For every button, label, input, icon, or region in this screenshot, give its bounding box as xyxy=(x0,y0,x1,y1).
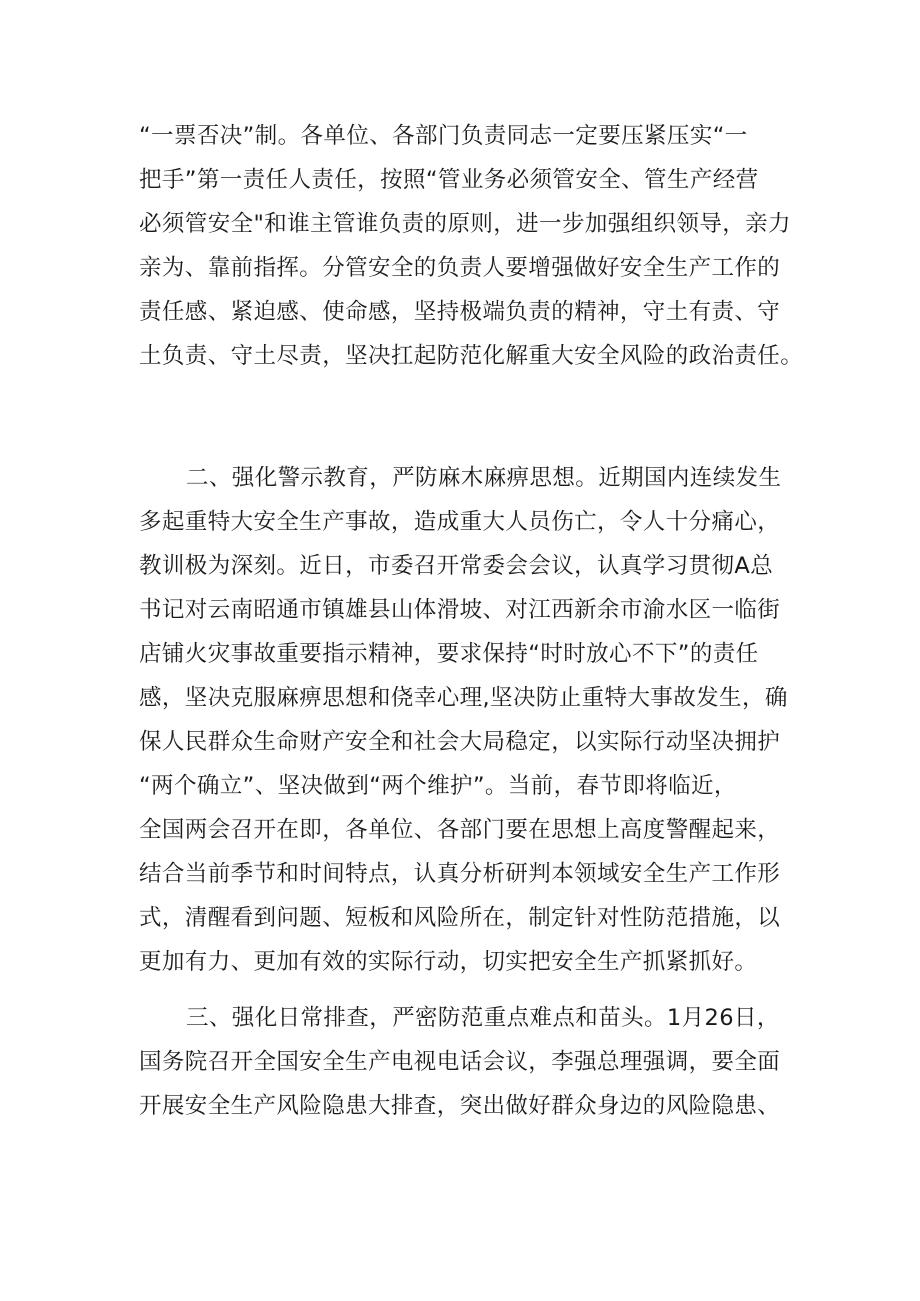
paragraph-1-line-1: “一票否决”制。各单位、各部门负责同志一定要压紧压实“一 xyxy=(139,123,748,149)
paragraph-2-line-1: 二、强化警示教育，严防麻木麻痹思想。近期国内连续发生 xyxy=(186,465,782,491)
paragraph-3-line-3: 开展安全生产风险隐患大排查，突出做好群众身边的风险隐患、 xyxy=(139,1093,781,1119)
paragraph-2-line-3: 教训极为深刻。近日，市委召开常委会会议，认真学习贯彻A总 xyxy=(139,553,774,579)
paragraph-1-line-4: 亲为、靠前指挥。分管安全的负责人要增强做好安全生产工作的 xyxy=(139,255,781,281)
paragraph-2-line-11: 式，清醒看到问题、短板和风险所在，制定针对性防范措施，以 xyxy=(139,905,781,931)
paragraph-3-line-2: 国务院召开全国安全生产电视电话会议，李强总理强调，要全面 xyxy=(139,1049,781,1075)
paragraph-2-line-12: 更加有力、更加有效的实际行动，切实把安全生产抓紧抓好。 xyxy=(139,949,758,975)
paragraph-2-line-2: 多起重特大安全生产事故，造成重大人员伤亡，令人十分痛心， xyxy=(139,509,781,535)
paragraph-2-line-4: 书记对云南昭通市镇雄县山体滑坡、对江西新余市渝水区一临街 xyxy=(139,597,781,623)
paragraph-1-line-5: 责任感、紧迫感、使命感，坚持极端负责的精神，守土有责、守 xyxy=(139,299,781,325)
paragraph-2-line-10: 结合当前季节和时间特点，认真分析研判本领域安全生产工作形 xyxy=(139,861,781,887)
paragraph-2-line-7: 保人民群众生命财产安全和社会大局稳定，以实际行动坚决拥护 xyxy=(139,729,781,755)
paragraph-2-line-8: “两个确立”、坚决做到“两个维护”。当前，春节即将临近， xyxy=(139,773,737,799)
paragraph-3-line-1: 三、强化日常排查，严密防范重点难点和苗头。1月26日， xyxy=(186,1005,780,1031)
paragraph-2-line-5: 店铺火灾事故重要指示精神，要求保持“时时放心不下”的责任 xyxy=(139,641,759,667)
paragraph-1-line-3: 必须管安全"和谁主管谁负责的原则，进一步加强组织领导，亲力 xyxy=(139,211,791,237)
paragraph-2-line-6: 感，坚决克服麻痹思想和侥幸心理,坚决防止重特大事故发生，确 xyxy=(139,685,788,711)
paragraph-1-line-2: 把手”第一责任人责任，按照“管业务必须管安全、管生产经营 xyxy=(139,167,759,193)
paragraph-2-line-9: 全国两会召开在即，各单位、各部门要在思想上高度警醒起来， xyxy=(139,817,781,843)
paragraph-1-line-6: 土负责、守土尽责，坚决扛起防范化解重大安全风险的政治责任。 xyxy=(139,343,804,369)
